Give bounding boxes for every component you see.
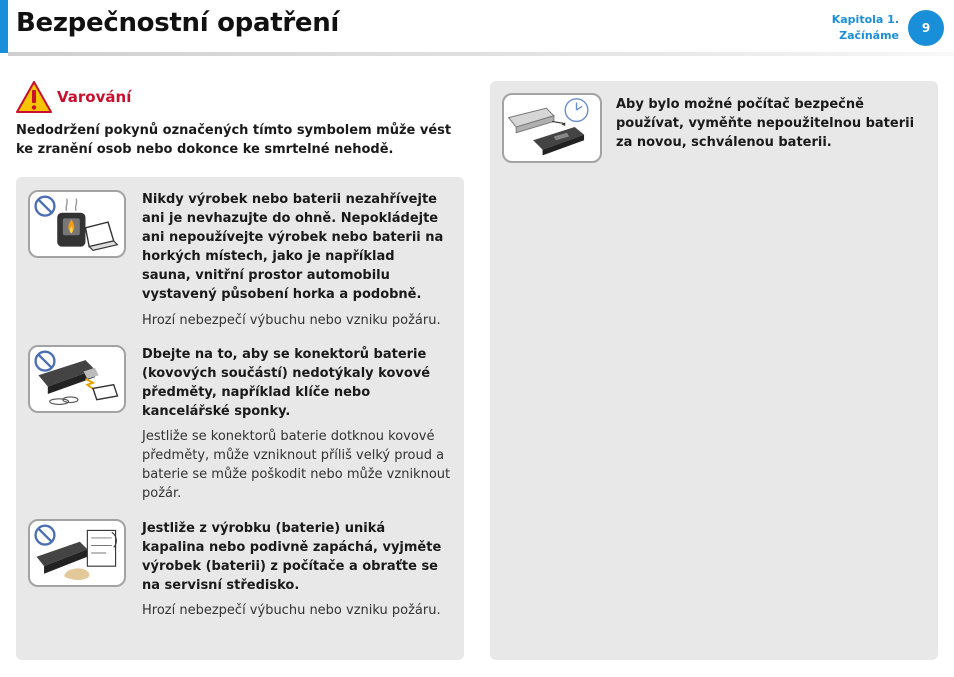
list-item [16,337,464,507]
item-note: Hrozí nebezpečí výbuchu nebo vzniku požáru. [142,603,441,618]
list-item [16,177,464,337]
page-title: Bezpečnostní opatření [16,8,340,38]
chapter-number: Kapitola 1. [831,13,899,26]
battery-connector-short-icon [28,345,126,413]
item-info-text: Aby bylo možné počítač bezpečně používat, vyměňte nepoužitelnou baterii za novou, schválenou baterii. [616,97,915,150]
warning-title: Varování [57,88,132,106]
battery-leak-icon [28,519,126,587]
list-item [490,81,938,181]
info-panel [490,81,938,660]
battery-replace-icon [502,93,602,163]
page-number-badge: 9 [908,10,944,46]
chapter-name: Začínáme [839,29,899,42]
warning-items-panel [16,177,464,660]
header-divider [8,52,954,56]
warning-text: Nedodržení pokynů označených tímto symbolem může vést ke zranění osob nebo dokonce ke smrtelné nehodě. [16,123,452,157]
battery-fire-icon [28,190,126,258]
list-item [16,511,464,641]
item-note: Hrozí nebezpečí výbuchu nebo vzniku požáru. [142,313,441,328]
warning-triangle-icon [16,81,52,113]
item-warning-text: Jestliže z výrobku (baterie) uniká kapalina nebo podivně zapáchá, vyjměte výrobek (baterii) z počítače a obraťte se na servisní středisko. [142,521,442,593]
chapter-label [832,12,899,44]
item-warning-text: Dbejte na to, aby se konektorů baterie (kovových součástí) nedotýkaly kovové předměty, například klíče nebo kancelářské sponky. [142,347,431,419]
header-accent-bar [0,0,8,53]
warning-heading [16,81,131,113]
item-warning-text: Nikdy výrobek nebo baterii nezahřívejte ani je nevhazujte do ohně. Nepokládejte ani nepoužívejte výrobek nebo baterii na horkých místech, jako je například sauna, vnitřní prostor automobilu vystavený působení horka a podobně. [142,192,444,302]
item-note: Jestliže se konektorů baterie dotknou kovové předměty, může vzniknout příliš velký proud a baterie se může poškodit nebo může vzniknout požár. [142,429,451,501]
